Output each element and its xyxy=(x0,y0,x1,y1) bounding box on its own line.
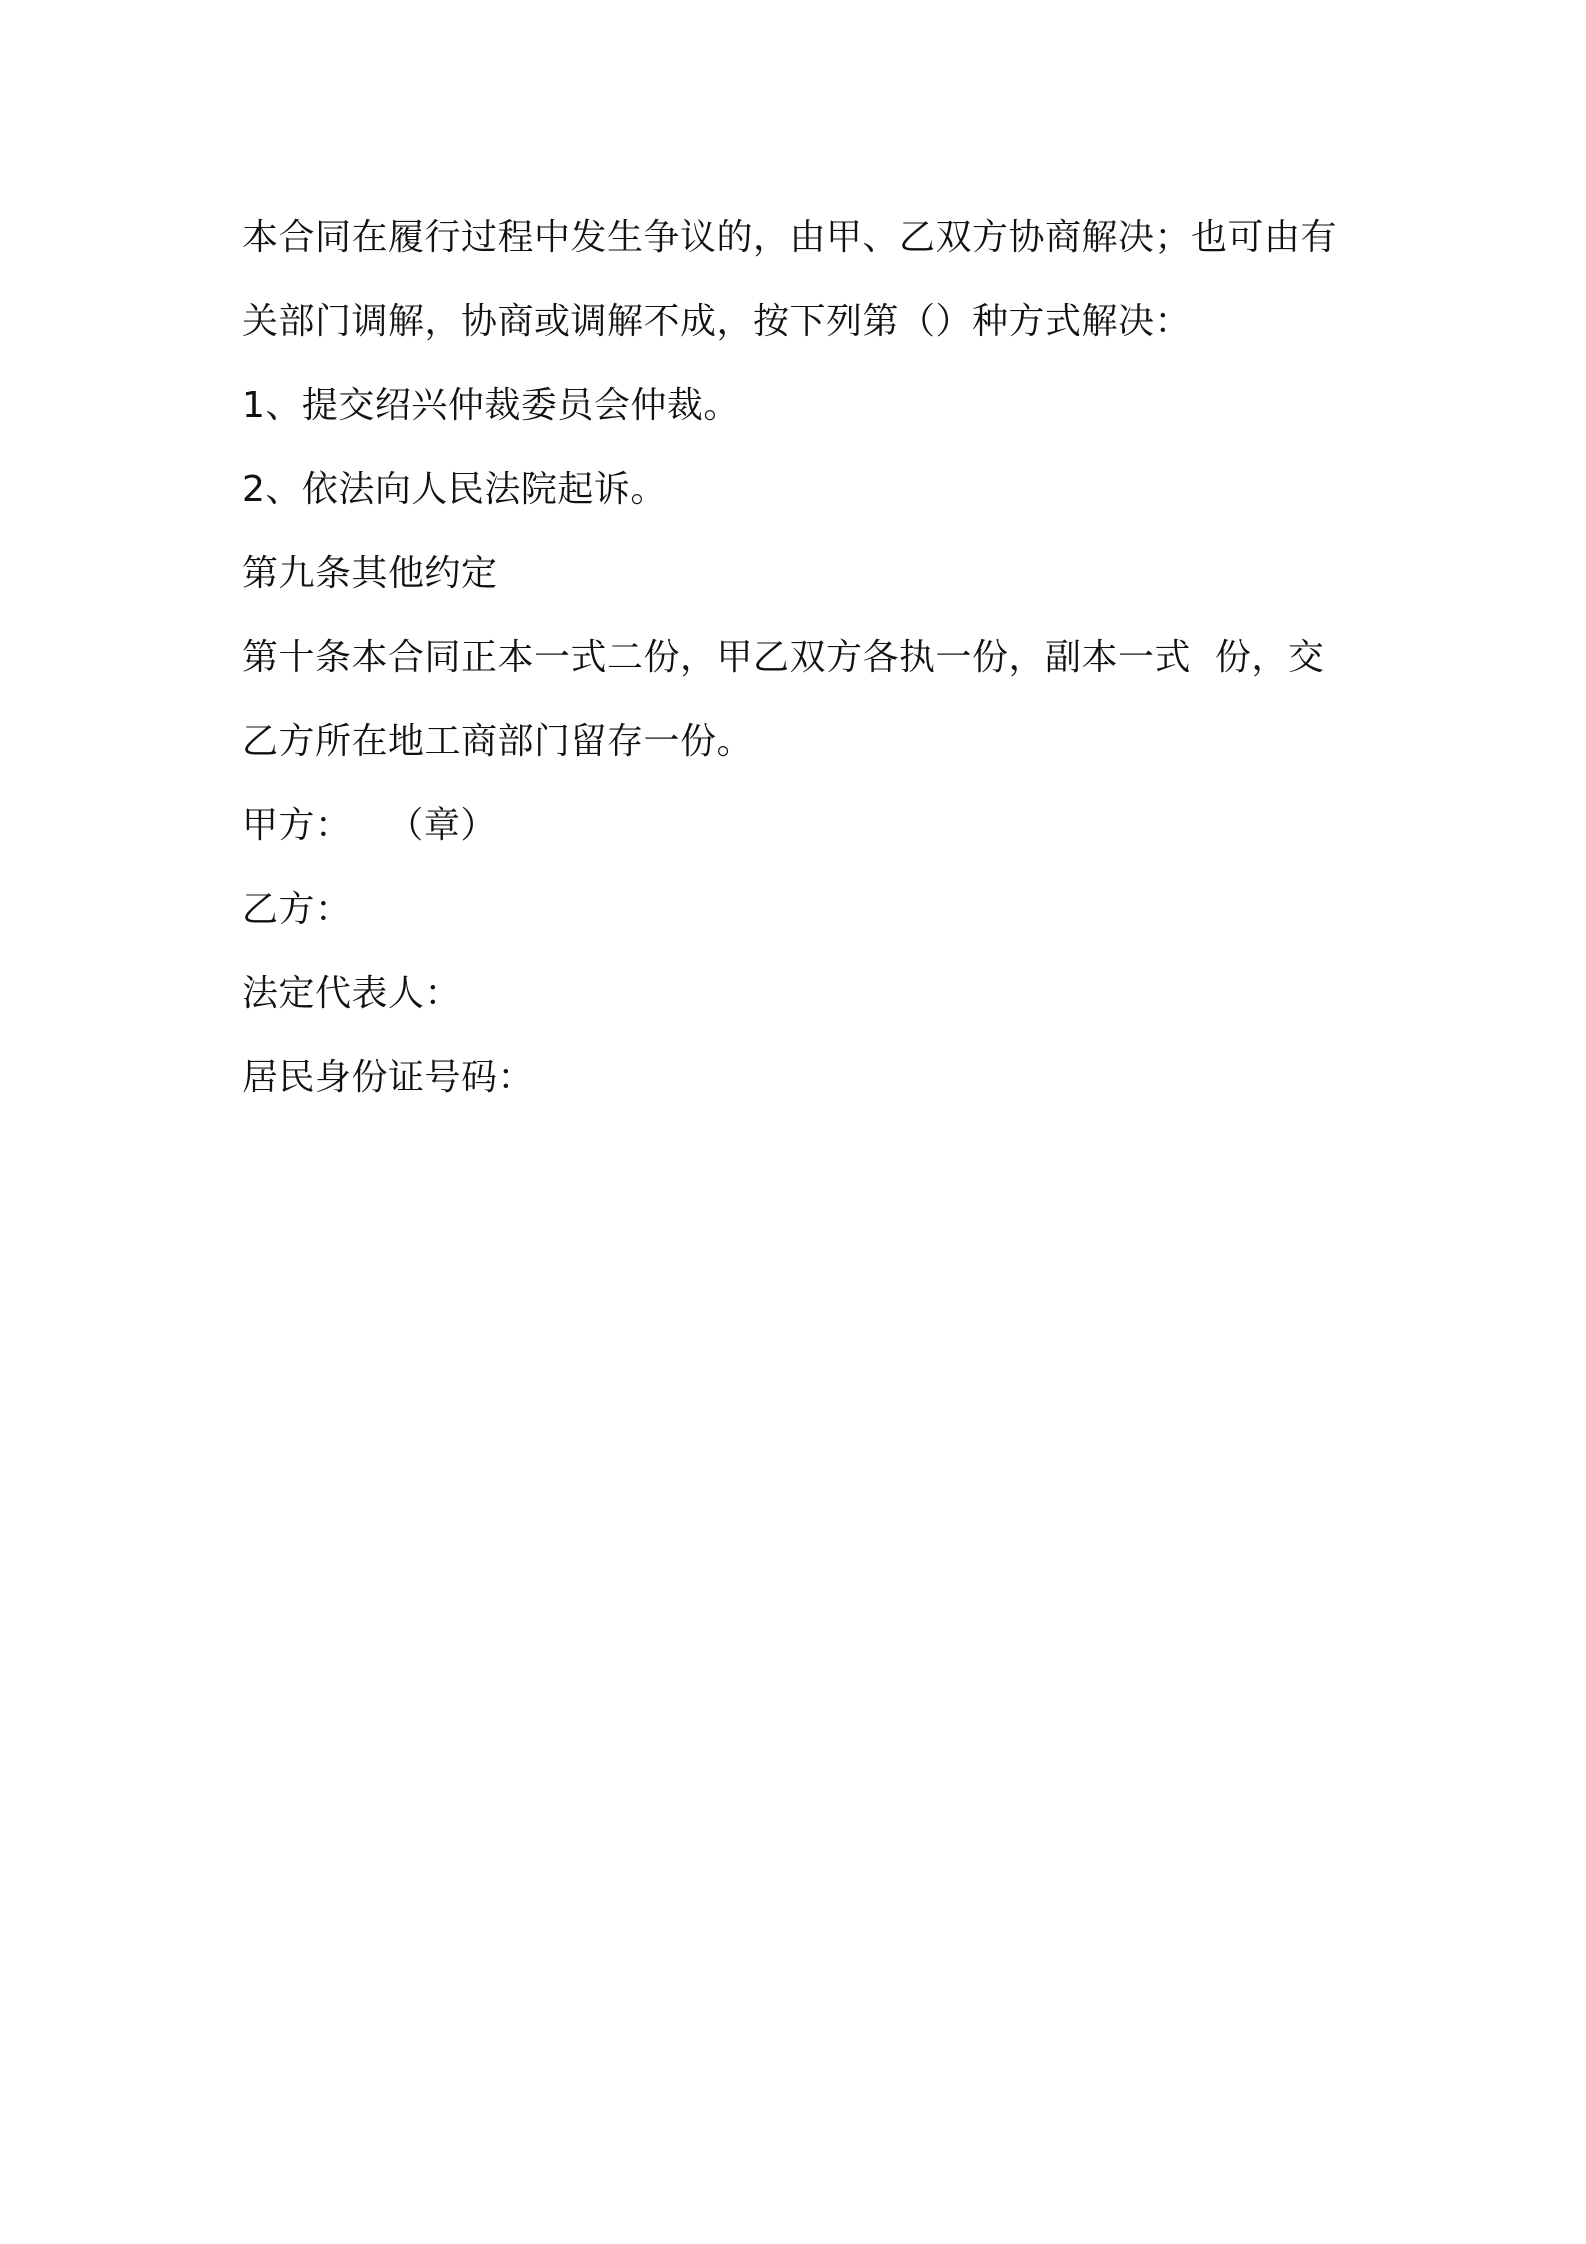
option-lawsuit: 2、依法向人民法院起诉。 xyxy=(242,469,667,510)
party-a-signature: 甲方： （章） xyxy=(242,805,497,846)
paragraph-dispute-resolution-line-2: 关部门调解，协商或调解不成，按下列第（）种方式解决： xyxy=(242,301,1192,342)
article-ten-line-2: 乙方所在地工商部门留存一份。 xyxy=(242,721,754,762)
paragraph-dispute-resolution-line-1: 本合同在履行过程中发生争议的，由甲、乙双方协商解决；也可由有 xyxy=(242,217,1338,258)
option-arbitration: 1、提交绍兴仲裁委员会仲裁。 xyxy=(242,385,740,426)
id-number-field: 居民身份证号码： xyxy=(242,1057,535,1098)
document-body xyxy=(242,196,1362,1120)
party-b-signature: 乙方： xyxy=(242,889,352,930)
legal-representative-field: 法定代表人： xyxy=(242,973,462,1014)
article-nine-heading: 第九条其他约定 xyxy=(242,553,498,594)
article-ten-line-1: 第十条本合同正本一式二份，甲乙双方各执一份，副本一式 份，交 xyxy=(242,637,1325,678)
